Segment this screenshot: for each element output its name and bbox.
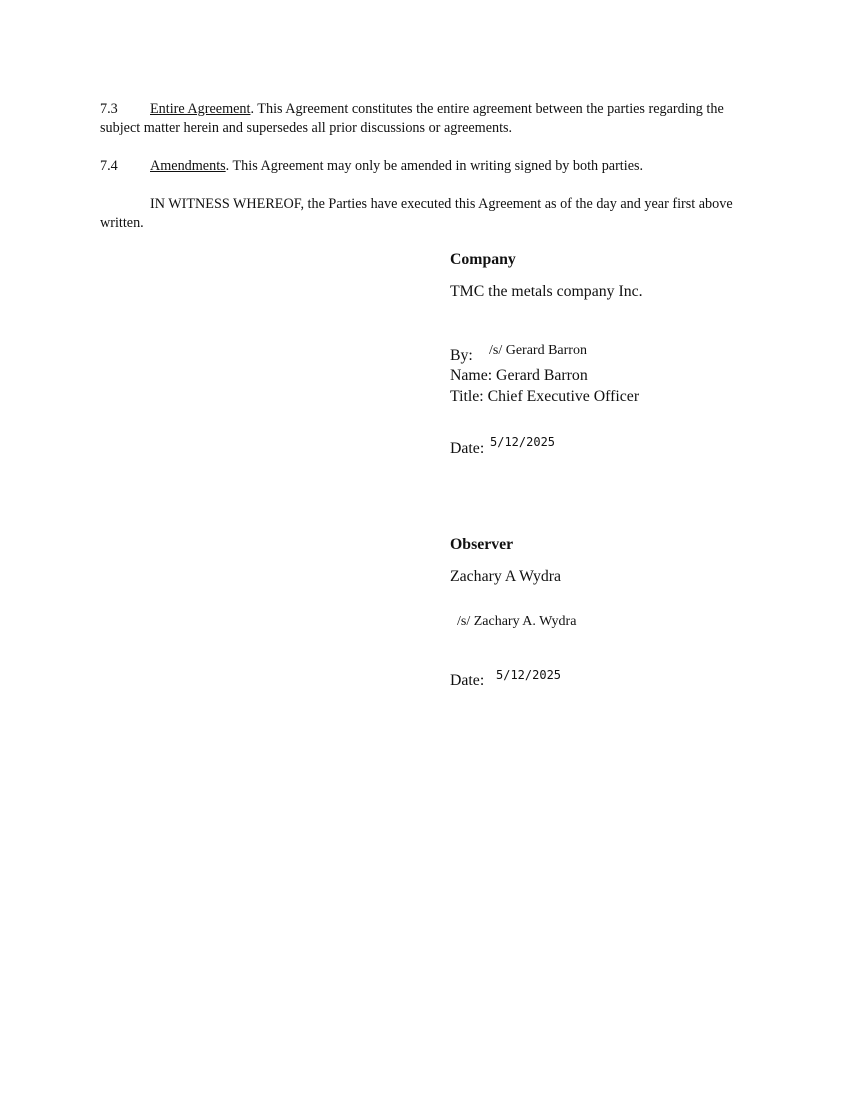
company-name: TMC the metals company Inc. [450,283,643,300]
section-number: 7.3 [100,101,118,117]
company-signature: /s/ Gerard Barron [489,343,587,358]
section-heading: Entire Agreement [150,101,251,117]
company-label: Company [450,251,516,268]
observer-date-label: Date: [450,672,485,689]
observer-date-value: 5/12/2025 [496,668,562,682]
observer-name: Zachary A Wydra [450,568,562,585]
company-signer-title: Title: Chief Executive Officer [450,388,640,405]
section-heading: Amendments [150,158,226,174]
observer-signature: /s/ Zachary A. Wydra [457,614,577,629]
section-text: . This Agreement constitutes the entire agreement between the parties regarding the subject matter herein and supersedes all prior discussions or agreements. [100,101,724,136]
company-by-label: By: [450,347,473,364]
company-signer-name: Name: Gerard Barron [450,367,588,384]
section-7-4 [100,157,752,176]
witness-clause [100,195,752,233]
section-text: . This Agreement may only be amended in writing signed by both parties. [225,158,644,174]
company-date-value: 5/12/2025 [490,435,556,449]
section-7-3 [100,100,752,138]
section-number: 7.4 [100,158,118,174]
observer-label: Observer [450,536,514,553]
witness-text: IN WITNESS WHEREOF, the Parties have executed this Agreement as of the day and year first above written. [100,196,733,231]
company-date-label: Date: [450,440,485,457]
